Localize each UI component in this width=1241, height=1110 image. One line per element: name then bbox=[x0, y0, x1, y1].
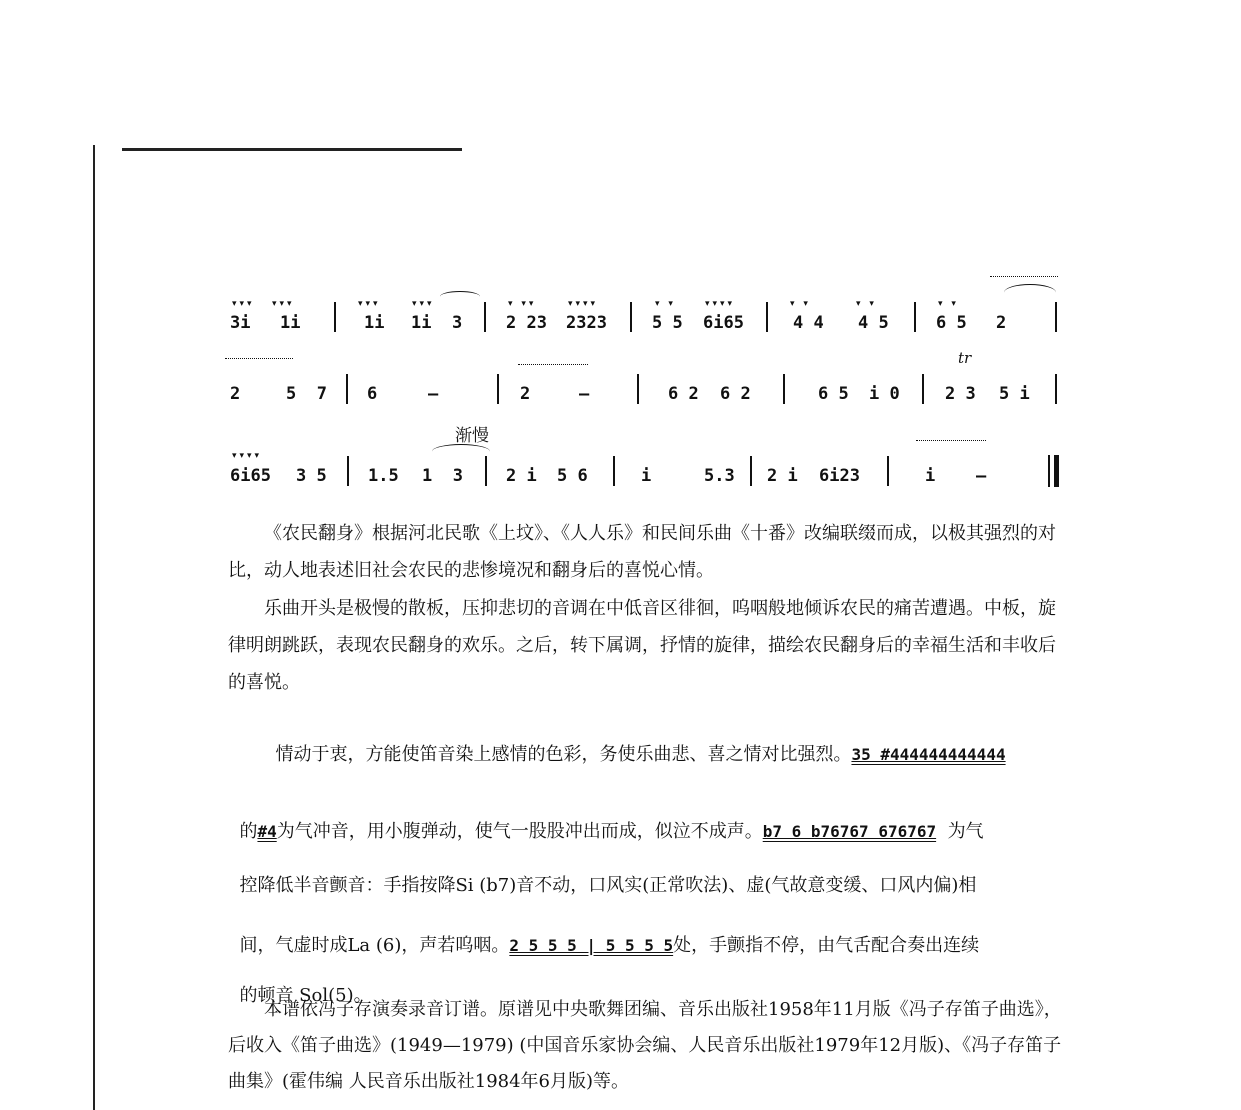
barline bbox=[630, 302, 632, 332]
note-group: 6 bbox=[367, 384, 378, 404]
barline bbox=[783, 374, 785, 404]
paragraph-text: 为气冲音，用小腹弹动，使气一股股冲出而成，似泣不成声。 bbox=[276, 821, 763, 842]
paragraph-breath-note bbox=[228, 796, 984, 843]
note-group: 1i bbox=[411, 313, 432, 333]
note-group: 4 4 bbox=[793, 313, 824, 333]
fermata-dots bbox=[990, 276, 1058, 277]
barline bbox=[887, 456, 889, 486]
grace-ticks: ▾ ▾ bbox=[790, 299, 811, 309]
grace-ticks: ▾ ▾ bbox=[655, 299, 676, 309]
barline bbox=[750, 456, 752, 486]
barline bbox=[1055, 302, 1057, 332]
note-group: 2 bbox=[996, 313, 1007, 333]
note-group: 5.3 bbox=[704, 466, 735, 486]
note-group: 6 2 bbox=[668, 384, 699, 404]
slur bbox=[1004, 284, 1056, 301]
barline bbox=[637, 374, 639, 404]
note-group: 6i65 bbox=[230, 466, 271, 486]
slur bbox=[440, 291, 480, 302]
inline-notation: b7 6 b76767 676767 bbox=[762, 822, 937, 841]
paragraph-trill-detail bbox=[228, 910, 979, 957]
note-group: 5 7 bbox=[286, 384, 327, 404]
slur bbox=[432, 444, 490, 459]
paragraph-emotion bbox=[264, 719, 1006, 766]
paragraph-trill-technique bbox=[228, 850, 976, 897]
note-group: 2 bbox=[520, 384, 531, 404]
top-header-rule bbox=[122, 148, 462, 151]
grace-ticks: ▾▾▾▾ bbox=[568, 299, 599, 309]
note-group: 1i bbox=[280, 313, 301, 333]
paragraph-text: 本谱依冯子存演奏录音订谱。原谱见中央歌舞团编、音乐出版社1958年11月版《冯子存笛子曲选》，后收入《笛子曲选》(1949—1979) (中国音乐家协会编、人民音乐出版社1979年12月版)、《冯子存笛子曲集》(霍伟编 人民音乐出版社1984年6月版)等。 bbox=[228, 999, 1062, 1092]
fermata-dots bbox=[916, 440, 986, 441]
grace-ticks: ▾▾▾ bbox=[272, 299, 295, 309]
left-margin-rule bbox=[93, 145, 95, 1110]
grace-ticks: ▾ ▾▾ bbox=[508, 299, 537, 309]
note-group: 2323 bbox=[566, 313, 607, 333]
barline bbox=[497, 374, 499, 404]
paragraph-text: 情动于衷，方能使笛音染上感情的色彩，务使乐曲悲、喜之情对比强烈。 bbox=[275, 744, 852, 765]
note-group: – bbox=[579, 384, 590, 404]
note-group: 2 i bbox=[506, 466, 537, 486]
fermata-dots bbox=[518, 364, 588, 365]
note-group: 6i23 bbox=[819, 466, 860, 486]
note-group: 5 6 bbox=[557, 466, 588, 486]
tempo-mark: 渐慢 bbox=[455, 426, 489, 446]
note-group: 4 5 bbox=[858, 313, 889, 333]
inline-notation: #4 bbox=[257, 822, 277, 841]
note-group: – bbox=[428, 384, 439, 404]
note-group: 6 5 bbox=[818, 384, 849, 404]
grace-ticks: ▾▾▾ bbox=[412, 299, 435, 309]
note-group: 6 5 bbox=[936, 313, 967, 333]
inline-notation: 35 #444444444444 bbox=[851, 745, 1006, 764]
tie-dots bbox=[225, 358, 293, 359]
grace-ticks: ▾▾▾▾ bbox=[705, 299, 736, 309]
note-group: 2 3 bbox=[945, 384, 976, 404]
note-group: 5 5 bbox=[652, 313, 683, 333]
barline bbox=[485, 456, 487, 486]
barline bbox=[613, 456, 615, 486]
note-group: i 0 bbox=[869, 384, 900, 404]
note-group: 5 i bbox=[999, 384, 1030, 404]
note-group: 1 3 bbox=[422, 466, 463, 486]
paragraph-text: 处，手颤指不停，由气舌配合奏出连续 bbox=[673, 935, 980, 956]
paragraph-text: 的 bbox=[239, 821, 258, 842]
note-group: i bbox=[925, 466, 936, 486]
note-group: 3i bbox=[230, 313, 251, 333]
barline bbox=[922, 374, 924, 404]
note-group: 2 i bbox=[767, 466, 798, 486]
barline bbox=[346, 374, 348, 404]
barline bbox=[347, 456, 349, 486]
inline-notation: 2 5 5 5 | 5 5 5 5 bbox=[509, 936, 674, 955]
barline bbox=[914, 302, 916, 332]
grace-ticks: ▾ ▾ bbox=[938, 299, 959, 309]
trill-mark: tr bbox=[958, 349, 972, 367]
paragraph-text: 控降低半音颤音：手指按降Si (b7)音不动，口风实(正常吹法)、虚(气故意变缓、口风内偏)相 bbox=[239, 875, 977, 896]
note-group: 6i65 bbox=[703, 313, 744, 333]
note-group: 3 bbox=[452, 313, 463, 333]
grace-ticks: ▾ ▾ bbox=[856, 299, 877, 309]
paragraph-text: 《农民翻身》根据河北民歌《上坟》、《人人乐》和民间乐曲《十番》改编联缀而成，以极其强烈的对比，动人地表述旧社会农民的悲惨境况和翻身后的喜悦心情。 bbox=[228, 523, 1056, 581]
grace-ticks: ▾▾▾ bbox=[358, 299, 381, 309]
paragraph-text: 为气 bbox=[947, 821, 984, 842]
paragraph-text: 间，气虚时成La (6)，声若呜咽。 bbox=[239, 935, 510, 956]
note-group: 2 bbox=[230, 384, 241, 404]
paragraph-source bbox=[228, 992, 1068, 1100]
note-group: 1i bbox=[364, 313, 385, 333]
barline bbox=[766, 302, 768, 332]
paragraph-intro bbox=[228, 515, 1068, 589]
barline bbox=[1055, 374, 1057, 404]
barline bbox=[1048, 455, 1050, 487]
note-group: i bbox=[641, 466, 652, 486]
paragraph-text: 的顿音 Sol(5)。 bbox=[239, 985, 372, 1006]
grace-ticks: ▾▾▾▾ bbox=[232, 451, 263, 461]
note-group: 1.5 bbox=[368, 466, 399, 486]
paragraph-structure bbox=[228, 590, 1068, 701]
note-group: – bbox=[976, 466, 987, 486]
final-barline bbox=[1054, 455, 1059, 487]
note-group: 3 5 bbox=[296, 466, 327, 486]
barline bbox=[334, 302, 336, 332]
grace-ticks: ▾▾▾ bbox=[232, 299, 255, 309]
note-group: 2 23 bbox=[506, 313, 547, 333]
note-group: 6 2 bbox=[720, 384, 751, 404]
paragraph-text: 乐曲开头是极慢的散板，压抑悲切的音调在中低音区徘徊，呜咽般地倾诉农民的痛苦遭遇。中板，旋律明朗跳跃，表现农民翻身的欢乐。之后，转下属调，抒情的旋律，描绘农民翻身后的幸福生活和丰收后的喜悦。 bbox=[228, 598, 1056, 693]
barline bbox=[484, 302, 486, 332]
